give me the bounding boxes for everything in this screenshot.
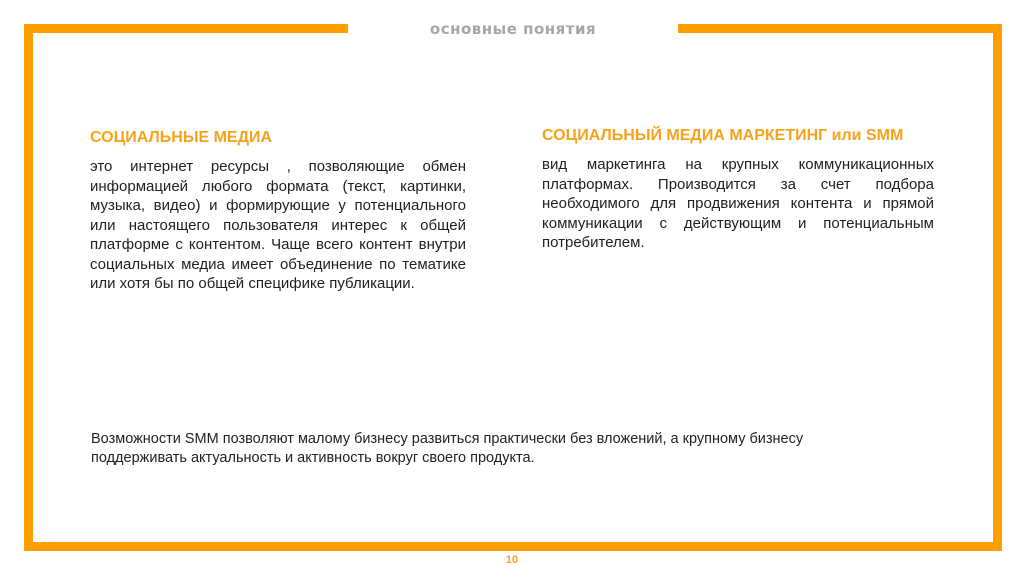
summary-text: Возможности SMM позволяют малому бизнесу развиться практически без вложений, а крупному бизнесу поддерживать актуальность и активность вокруг своего продукта. bbox=[91, 431, 804, 466]
social-media-text: это интернет ресурсы , позволяющие обмен информацией любого формата (текст, картинки, музыка, видео) и формирующие у потенциального или настоящего пользователя интерес к общей платформе с контентом. Чаще всего контент внутри социальных медиа имеет объединение по тематике или хотя бы по общей специфике публикации. bbox=[90, 158, 466, 292]
frame-right-border bbox=[993, 24, 1002, 551]
smm-definition bbox=[542, 127, 934, 253]
social-media-heading: СОЦИАЛЬНЫЕ МЕДИА bbox=[90, 129, 273, 146]
frame-bottom-border bbox=[24, 542, 1002, 551]
page-number: 10 bbox=[505, 554, 519, 566]
smm-text: вид маркетинга на крупных коммуникационных платформах. Производится за счет подбора необходимого для продвижения контента и прямой коммуникации с действующим и потенциальным потребителем. bbox=[542, 156, 934, 251]
social-media-definition bbox=[90, 129, 466, 294]
section-title: основные понятия bbox=[429, 20, 597, 38]
frame-top-right-border bbox=[678, 24, 1002, 33]
frame-top-left-border bbox=[24, 24, 348, 33]
smm-heading: СОЦИАЛЬНЫЙ МЕДИА МАРКЕТИНГ или SMM bbox=[542, 127, 904, 144]
frame-left-border bbox=[24, 24, 33, 551]
